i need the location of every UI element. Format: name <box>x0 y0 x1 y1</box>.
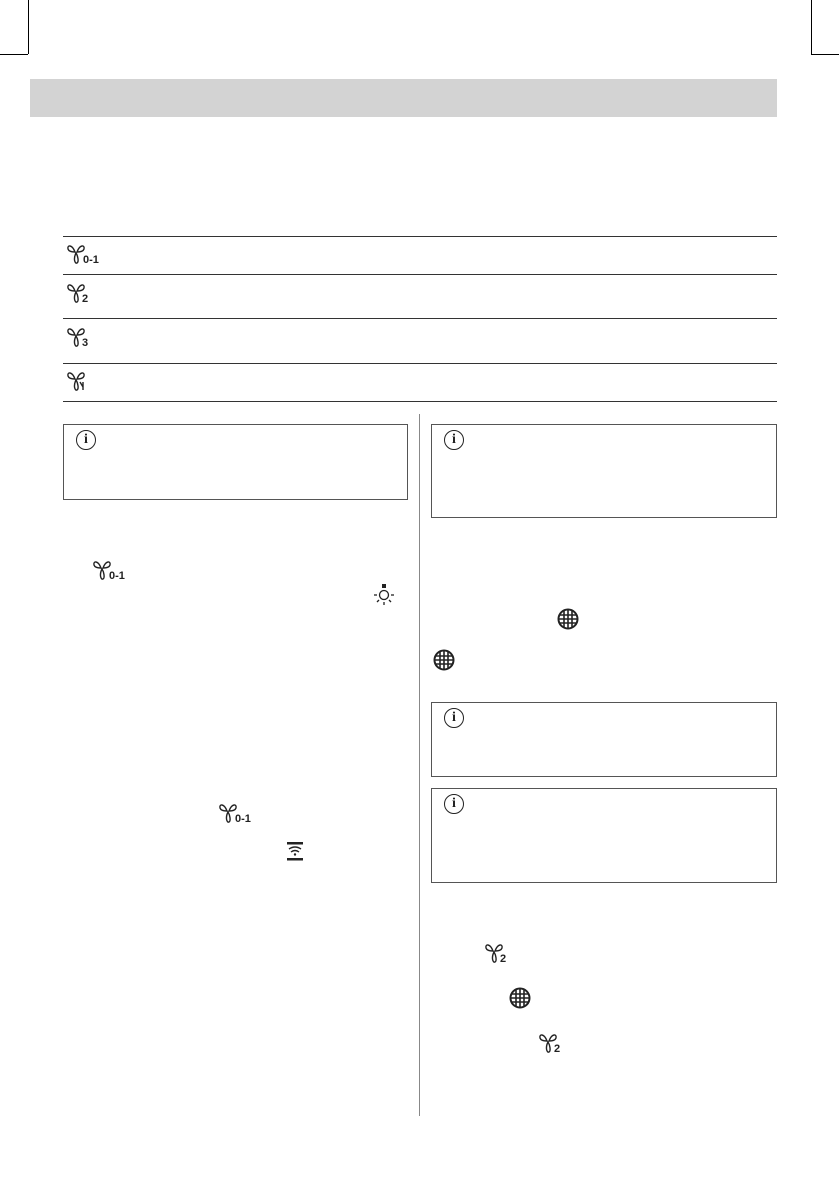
table-rule <box>63 274 777 275</box>
crop-mark-top-right-v <box>811 0 812 54</box>
info-note-box <box>431 424 777 518</box>
fan-speed-2-icon <box>538 1030 578 1056</box>
fan-boost-icon <box>66 368 106 394</box>
light-icon <box>372 583 396 607</box>
table-rule <box>63 401 777 402</box>
fan-speed-2-icon <box>484 940 524 966</box>
svg-text:2: 2 <box>82 293 89 305</box>
fan-speed-0-1-icon <box>218 800 258 826</box>
table-rule <box>63 363 777 364</box>
crop-mark-top-right <box>811 54 839 55</box>
crop-mark-top-left-v <box>28 0 29 54</box>
info-icon: i <box>444 430 464 450</box>
svg-text:3: 3 <box>82 337 89 349</box>
grease-filter-icon <box>508 986 532 1010</box>
grease-filter-icon <box>432 648 456 672</box>
svg-text:0-1: 0-1 <box>109 570 125 582</box>
info-icon: i <box>444 794 464 814</box>
svg-text:2: 2 <box>500 953 507 965</box>
svg-text:0-1: 0-1 <box>235 813 251 825</box>
fan-speed-3-icon <box>66 324 106 350</box>
hob-hood-connection-icon <box>284 840 306 862</box>
fan-speed-2-icon <box>66 280 106 306</box>
grease-filter-icon <box>556 607 580 631</box>
info-note-box <box>63 424 408 500</box>
section-header-bar <box>30 79 777 117</box>
svg-text:0-1: 0-1 <box>83 254 99 266</box>
info-note-box <box>431 788 777 883</box>
info-icon: i <box>444 708 464 728</box>
crop-mark-top-left <box>0 54 28 55</box>
info-icon: i <box>76 430 96 450</box>
info-note-box <box>431 702 777 777</box>
fan-speed-0-1-icon <box>92 557 132 583</box>
table-rule <box>63 236 777 237</box>
fan-speed-0-1-icon <box>66 241 106 267</box>
svg-text:2: 2 <box>554 1043 561 1055</box>
column-divider <box>419 414 420 1116</box>
table-rule <box>63 318 777 319</box>
